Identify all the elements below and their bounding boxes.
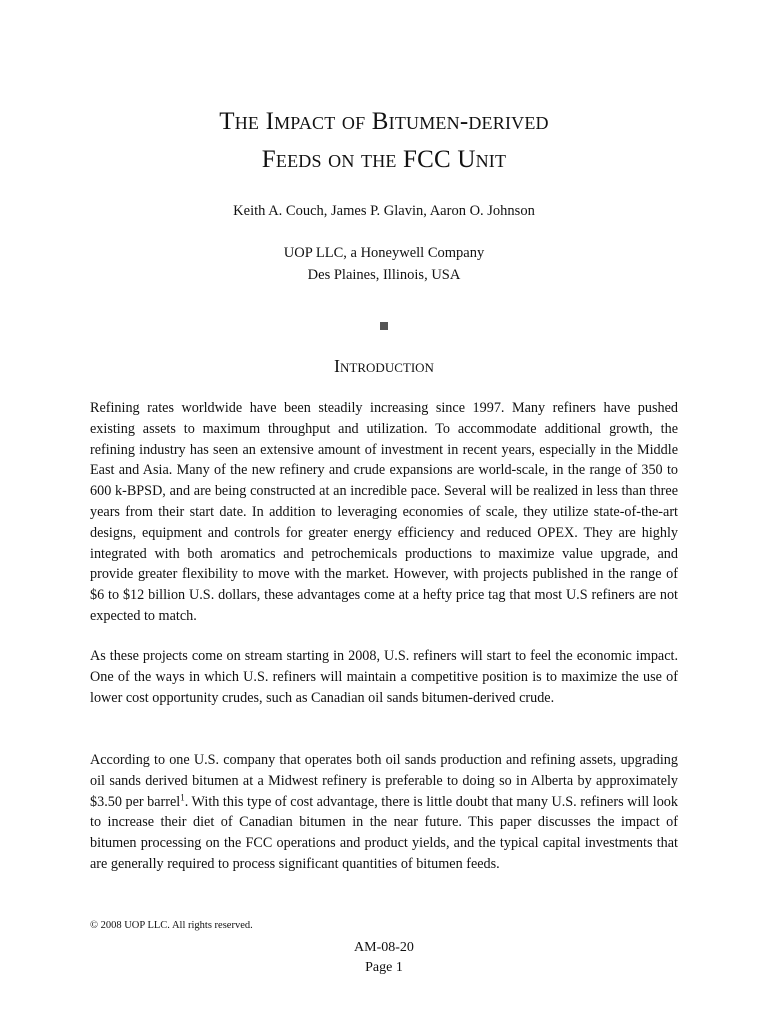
copyright-notice: © 2008 UOP LLC. All rights reserved.: [90, 920, 253, 931]
affiliation-location: Des Plaines, Illinois, USA: [307, 267, 461, 283]
paragraph-3-text-end: . With this type of cost advantage, there is little doubt that many U.S. refiners will look to increase their diet of Canadian bitumen in the near future. This paper discusses the impact of bitumen processing on the FCC operations and product yields, and the typical capital investments that are generally required to process significant quantities of bitumen feeds.: [90, 793, 678, 872]
footnote-reference: 1: [180, 791, 185, 802]
section-heading-introduction: Introduction: [334, 356, 434, 376]
page-number: Page 1: [365, 960, 403, 975]
paragraph-3: [90, 750, 678, 875]
paper-title-line-1: The Impact of Bitumen-derived: [219, 108, 549, 135]
paper-title-line-2: Feeds on the FCC Unit: [261, 146, 507, 173]
author-list: Keith A. Couch, James P. Glavin, Aaron O. Johnson: [233, 203, 535, 219]
affiliation-company: UOP LLC, a Honeywell Company: [283, 245, 485, 261]
paragraph-2: As these projects come on stream starting in 2008, U.S. refiners will start to feel the economic impact. One of the ways in which U.S. refiners will maintain a competitive position is to maximize the use of lower cost opportunity crudes, such as Canadian oil sands bitumen-derived crude.: [90, 648, 678, 706]
paragraph-1: Refining rates worldwide have been steadily increasing since 1997. Many refiners have pushed existing assets to maximum throughput and utilization. To accommodate additional growth, the refining industry has seen an extensive amount of investment in recent years, especially in the Middle East and Asia. Many of the new refinery and crude expansions are world-scale, in the range of 350 to 600 k-BPSD, and are being constructed at an incredible pace. Several will be realized in less than three years from their start date. In addition to leveraging economies of scale, they utilize state-of-the-art designs, equipment and controls for greater energy efficiency and reduced OPEX. They are highly integrated with both aromatics and petrochemicals productions to maximize value upgrade, and provide greater flexibility to move with the market. However, with projects published in the range of $6 to $12 billion U.S. dollars, these advantages come at a hefty price tag that most U.S refiners are not expected to match.: [90, 400, 678, 624]
document-id: AM-08-20: [354, 940, 414, 955]
paragraph-3-text-start: According to one U.S. company that operates both oil sands production and refining assets, upgrading oil sands derived bitumen at a Midwest refinery is preferable to doing so in Alberta by approximately $3.50 per barrel: [90, 752, 678, 810]
section-separator-square-icon: [380, 322, 388, 330]
